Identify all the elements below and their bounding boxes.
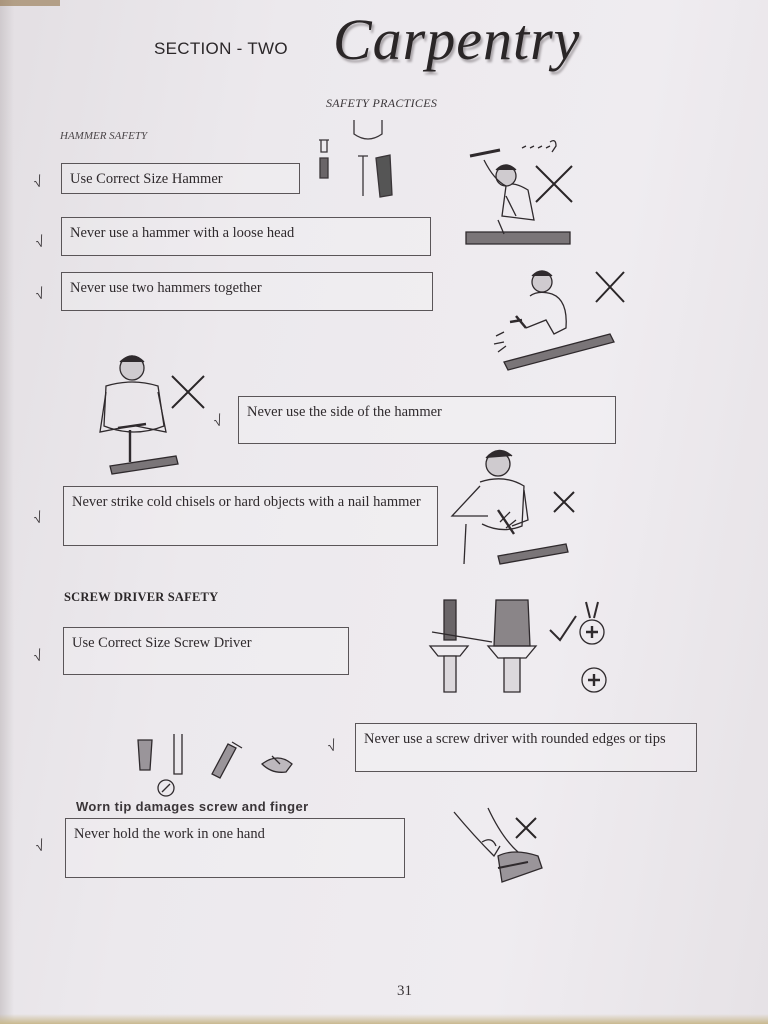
tick-mark: √ <box>211 412 225 431</box>
hammer-safety-heading: HAMMER SAFETY <box>60 130 148 142</box>
rule-correct-size-screwdriver: Use Correct Size Screw Driver <box>63 627 349 675</box>
rule-hold-work: Never hold the work in one hand <box>65 818 405 878</box>
tick-mark: √ <box>31 173 45 192</box>
page-bottom-edge <box>0 1014 768 1024</box>
tick-mark: √ <box>33 233 47 252</box>
worn-tip-caption: Worn tip damages screw and finger <box>76 799 309 814</box>
section-label: SECTION - TWO <box>154 39 288 58</box>
tick-mark: √ <box>325 737 339 756</box>
page-subtitle: SAFETY PRACTICES <box>326 96 438 110</box>
man-two-hammers-illustration <box>490 266 630 370</box>
tick-mark: √ <box>31 647 45 666</box>
tick-mark: √ <box>33 285 47 304</box>
page-number: 31 <box>397 983 412 999</box>
page-gutter-shadow <box>0 0 14 1024</box>
worn-tip-illustration <box>132 730 300 800</box>
page-corner <box>0 0 60 6</box>
screwdriver-safety-heading: SCREW DRIVER SAFETY <box>64 590 219 604</box>
rule-cold-chisels: Never strike cold chisels or hard objects with a nail hammer <box>63 486 438 546</box>
page-title: Carpentry <box>333 7 581 72</box>
man-side-hammer-illustration <box>84 352 214 476</box>
man-chisel-illustration <box>446 444 586 572</box>
tick-mark: √ <box>31 509 45 528</box>
rule-loose-head: Never use a hammer with a loose head <box>61 217 431 256</box>
rule-side-of-hammer: Never use the side of the hammer <box>238 396 616 444</box>
man-hammering-illustration <box>462 136 582 256</box>
nails-illustration <box>314 118 398 200</box>
rule-two-hammers: Never use two hammers together <box>61 272 433 311</box>
screwdriver-size-illustration <box>426 596 626 698</box>
rule-correct-size-hammer: Use Correct Size Hammer <box>61 163 300 194</box>
rule-rounded-edges: Never use a screw driver with rounded edges or tips <box>355 723 697 772</box>
hand-holding-work-illustration <box>452 806 552 886</box>
tick-mark: √ <box>33 837 47 856</box>
